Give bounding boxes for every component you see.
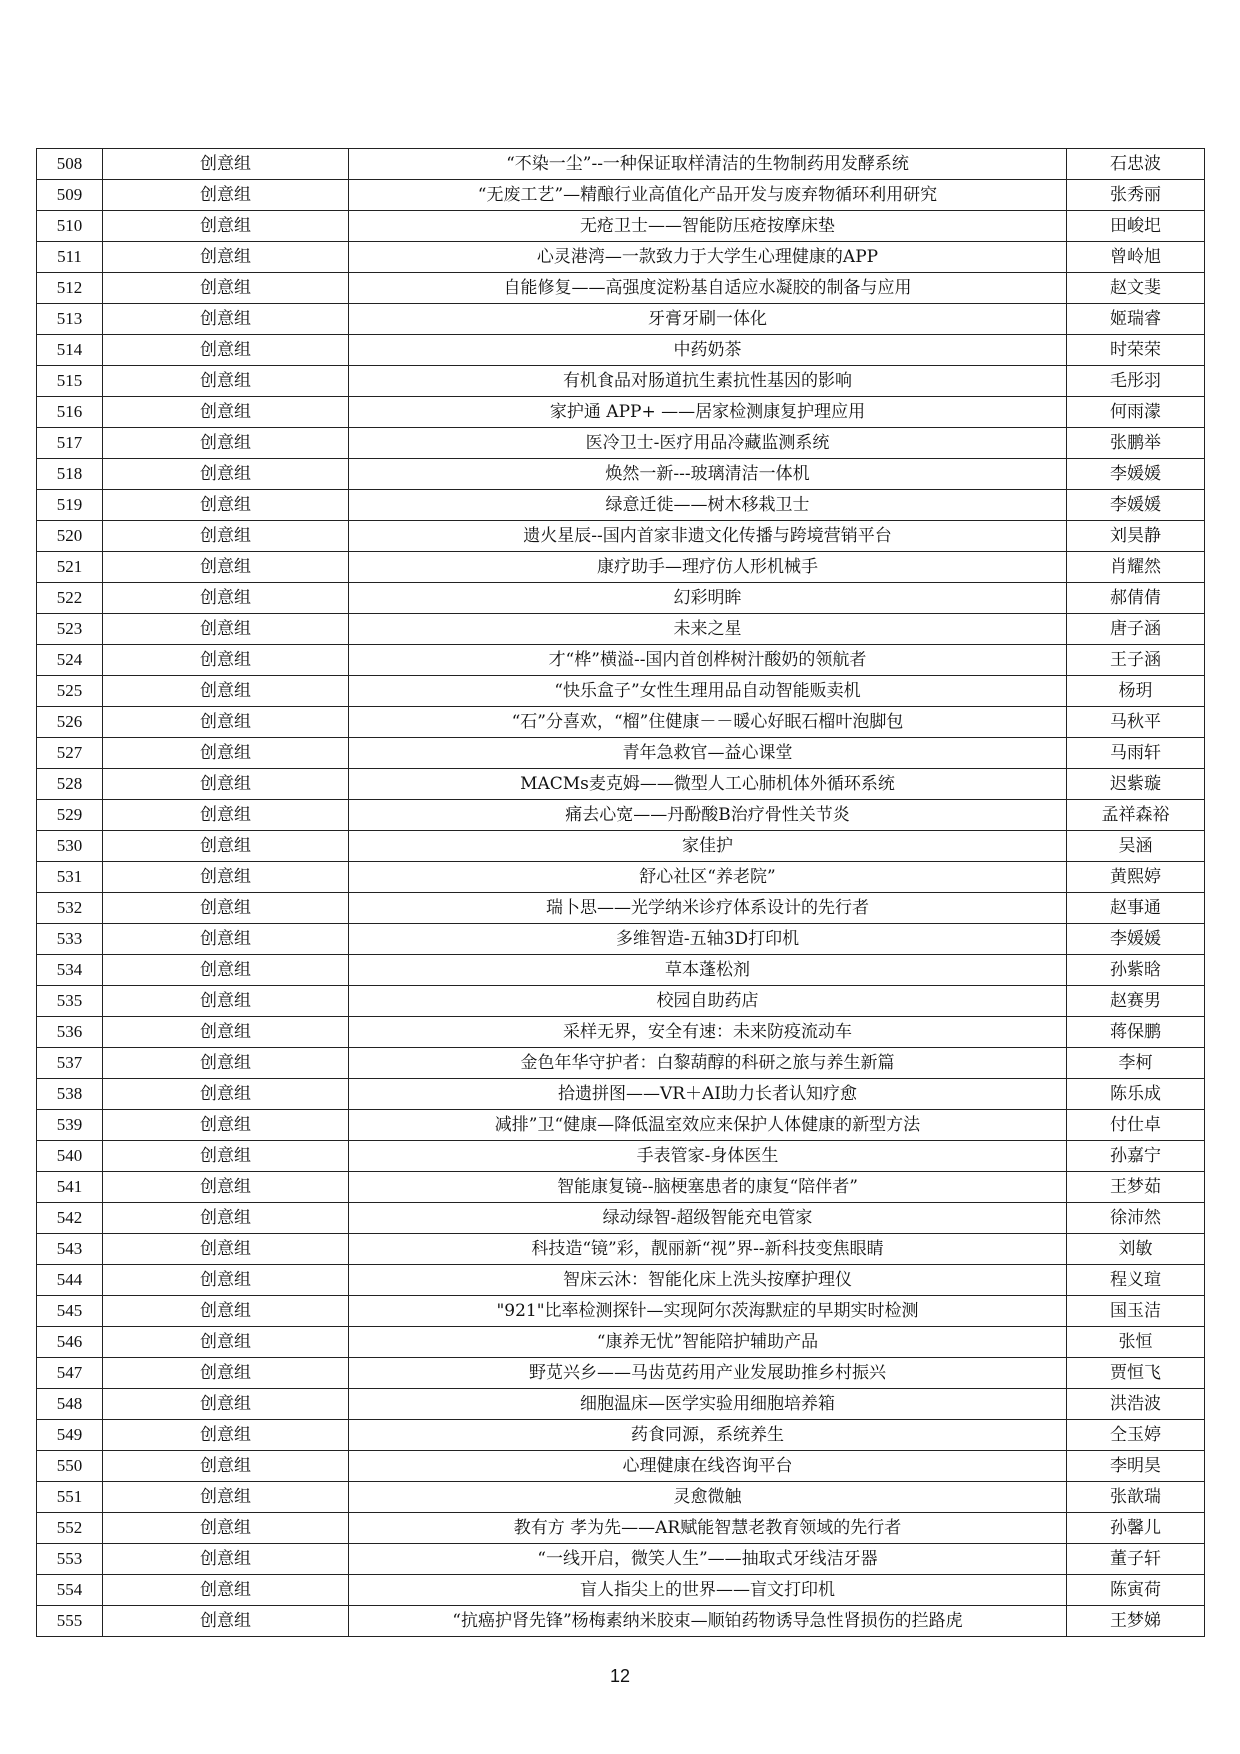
table-row: [37, 800, 1205, 831]
group-cell: 创意组: [103, 1327, 349, 1358]
row-number-cell: 517: [37, 428, 103, 459]
group-cell: 创意组: [103, 955, 349, 986]
project-title-cell: 细胞温床—医学实验用细胞培养箱: [349, 1389, 1067, 1420]
group-cell: 创意组: [103, 1048, 349, 1079]
row-number-cell: 544: [37, 1265, 103, 1296]
group-cell: 创意组: [103, 1482, 349, 1513]
row-number-cell: 541: [37, 1172, 103, 1203]
table-row: [37, 1141, 1205, 1172]
group-cell: 创意组: [103, 428, 349, 459]
table-row: [37, 521, 1205, 552]
person-name-cell: 王梦茹: [1067, 1172, 1205, 1203]
table-row: [37, 552, 1205, 583]
project-title-cell: 医冷卫士-医疗用品冷藏监测系统: [349, 428, 1067, 459]
person-name-cell: 杨玥: [1067, 676, 1205, 707]
table-row: [37, 1296, 1205, 1327]
row-number-cell: 537: [37, 1048, 103, 1079]
project-title-cell: 家佳护: [349, 831, 1067, 862]
project-title-cell: 草本蓬松剂: [349, 955, 1067, 986]
group-cell: 创意组: [103, 1079, 349, 1110]
row-number-cell: 545: [37, 1296, 103, 1327]
row-number-cell: 534: [37, 955, 103, 986]
project-title-cell: “一线开启，微笑人生”——抽取式牙线洁牙器: [349, 1544, 1067, 1575]
table-row: [37, 490, 1205, 521]
row-number-cell: 553: [37, 1544, 103, 1575]
group-cell: 创意组: [103, 676, 349, 707]
person-name-cell: 赵文斐: [1067, 273, 1205, 304]
row-number-cell: 546: [37, 1327, 103, 1358]
person-name-cell: 时荣荣: [1067, 335, 1205, 366]
row-number-cell: 527: [37, 738, 103, 769]
table-row: [37, 1079, 1205, 1110]
row-number-cell: 529: [37, 800, 103, 831]
person-name-cell: 王子涵: [1067, 645, 1205, 676]
project-title-cell: 有机食品对肠道抗生素抗性基因的影响: [349, 366, 1067, 397]
group-cell: 创意组: [103, 986, 349, 1017]
table-row: [37, 459, 1205, 490]
person-name-cell: 孙嘉宁: [1067, 1141, 1205, 1172]
entries-table: [36, 148, 1205, 1637]
table-row: [37, 986, 1205, 1017]
group-cell: 创意组: [103, 552, 349, 583]
row-number-cell: 518: [37, 459, 103, 490]
group-cell: 创意组: [103, 1234, 349, 1265]
project-title-cell: 手表管家-身体医生: [349, 1141, 1067, 1172]
group-cell: 创意组: [103, 924, 349, 955]
table-row: [37, 738, 1205, 769]
group-cell: 创意组: [103, 397, 349, 428]
person-name-cell: 仝玉婷: [1067, 1420, 1205, 1451]
project-title-cell: 焕然一新---玻璃清洁一体机: [349, 459, 1067, 490]
group-cell: 创意组: [103, 1017, 349, 1048]
person-name-cell: 李媛媛: [1067, 459, 1205, 490]
table-row: [37, 1327, 1205, 1358]
row-number-cell: 530: [37, 831, 103, 862]
group-cell: 创意组: [103, 1420, 349, 1451]
table-row: [37, 366, 1205, 397]
row-number-cell: 514: [37, 335, 103, 366]
group-cell: 创意组: [103, 149, 349, 180]
group-cell: 创意组: [103, 1110, 349, 1141]
person-name-cell: 迟紫璇: [1067, 769, 1205, 800]
table-row: [37, 1234, 1205, 1265]
table-row: [37, 769, 1205, 800]
row-number-cell: 515: [37, 366, 103, 397]
person-name-cell: 贾恒飞: [1067, 1358, 1205, 1389]
person-name-cell: 张恒: [1067, 1327, 1205, 1358]
person-name-cell: 孟祥森裕: [1067, 800, 1205, 831]
table-row: [37, 1420, 1205, 1451]
person-name-cell: 刘敏: [1067, 1234, 1205, 1265]
table-row: [37, 676, 1205, 707]
group-cell: 创意组: [103, 1358, 349, 1389]
row-number-cell: 555: [37, 1606, 103, 1637]
project-title-cell: 盲人指尖上的世界——盲文打印机: [349, 1575, 1067, 1606]
project-title-cell: 自能修复——高强度淀粉基自适应水凝胶的制备与应用: [349, 273, 1067, 304]
group-cell: 创意组: [103, 1389, 349, 1420]
group-cell: 创意组: [103, 1451, 349, 1482]
person-name-cell: 姬瑞睿: [1067, 304, 1205, 335]
project-title-cell: “无废工艺”—精酿行业高值化产品开发与废弃物循环利用研究: [349, 180, 1067, 211]
group-cell: 创意组: [103, 862, 349, 893]
table-row: [37, 180, 1205, 211]
row-number-cell: 524: [37, 645, 103, 676]
row-number-cell: 513: [37, 304, 103, 335]
group-cell: 创意组: [103, 1296, 349, 1327]
row-number-cell: 543: [37, 1234, 103, 1265]
table-row: [37, 1172, 1205, 1203]
project-title-cell: 灵愈微触: [349, 1482, 1067, 1513]
table-row: [37, 583, 1205, 614]
project-title-cell: “抗癌护肾先锋”杨梅素纳米胶束—顺铂药物诱导急性肾损伤的拦路虎: [349, 1606, 1067, 1637]
row-number-cell: 512: [37, 273, 103, 304]
table-row: [37, 1513, 1205, 1544]
table-row: [37, 273, 1205, 304]
row-number-cell: 554: [37, 1575, 103, 1606]
person-name-cell: 田峻圯: [1067, 211, 1205, 242]
person-name-cell: 刘昊静: [1067, 521, 1205, 552]
row-number-cell: 552: [37, 1513, 103, 1544]
table-row: [37, 1451, 1205, 1482]
person-name-cell: 李媛媛: [1067, 924, 1205, 955]
person-name-cell: 曾岭旭: [1067, 242, 1205, 273]
row-number-cell: 523: [37, 614, 103, 645]
person-name-cell: 董子轩: [1067, 1544, 1205, 1575]
group-cell: 创意组: [103, 738, 349, 769]
table-row: [37, 335, 1205, 366]
row-number-cell: 528: [37, 769, 103, 800]
entries-table-body: [37, 149, 1205, 1637]
person-name-cell: 何雨濛: [1067, 397, 1205, 428]
row-number-cell: 532: [37, 893, 103, 924]
project-title-cell: 采样无界，安全有速：未来防疫流动车: [349, 1017, 1067, 1048]
person-name-cell: 蒋保鹏: [1067, 1017, 1205, 1048]
group-cell: 创意组: [103, 769, 349, 800]
row-number-cell: 539: [37, 1110, 103, 1141]
person-name-cell: 李明昊: [1067, 1451, 1205, 1482]
project-title-cell: 瑞卜思——光学纳米诊疗体系设计的先行者: [349, 893, 1067, 924]
project-title-cell: 康疗助手—理疗仿人形机械手: [349, 552, 1067, 583]
person-name-cell: 赵赛男: [1067, 986, 1205, 1017]
group-cell: 创意组: [103, 1141, 349, 1172]
group-cell: 创意组: [103, 800, 349, 831]
row-number-cell: 549: [37, 1420, 103, 1451]
row-number-cell: 547: [37, 1358, 103, 1389]
project-title-cell: 无疮卫士——智能防压疮按摩床垫: [349, 211, 1067, 242]
group-cell: 创意组: [103, 211, 349, 242]
group-cell: 创意组: [103, 1513, 349, 1544]
row-number-cell: 538: [37, 1079, 103, 1110]
project-title-cell: 遗火星辰--国内首家非遗文化传播与跨境营销平台: [349, 521, 1067, 552]
group-cell: 创意组: [103, 645, 349, 676]
table-row: [37, 1575, 1205, 1606]
row-number-cell: 535: [37, 986, 103, 1017]
table-row: [37, 1482, 1205, 1513]
project-title-cell: 心理健康在线咨询平台: [349, 1451, 1067, 1482]
project-title-cell: 中药奶茶: [349, 335, 1067, 366]
group-cell: 创意组: [103, 893, 349, 924]
table-row: [37, 428, 1205, 459]
row-number-cell: 521: [37, 552, 103, 583]
project-title-cell: 绿动绿智-超级智能充电管家: [349, 1203, 1067, 1234]
project-title-cell: 绿意迁徙——树木移栽卫士: [349, 490, 1067, 521]
project-title-cell: “不染一尘”--一种保证取样清洁的生物制药用发酵系统: [349, 149, 1067, 180]
person-name-cell: 张鹏举: [1067, 428, 1205, 459]
group-cell: 创意组: [103, 1265, 349, 1296]
row-number-cell: 509: [37, 180, 103, 211]
project-title-cell: 智能康复镜--脑梗塞患者的康复“陪伴者”: [349, 1172, 1067, 1203]
person-name-cell: 程义瑄: [1067, 1265, 1205, 1296]
project-title-cell: 科技造“镜”彩，靓丽新“视”界--新科技变焦眼睛: [349, 1234, 1067, 1265]
group-cell: 创意组: [103, 273, 349, 304]
project-title-cell: 未来之星: [349, 614, 1067, 645]
group-cell: 创意组: [103, 459, 349, 490]
page-number: 12: [609, 1666, 631, 1686]
project-title-cell: 野苋兴乡——马齿苋药用产业发展助推乡村振兴: [349, 1358, 1067, 1389]
person-name-cell: 马雨轩: [1067, 738, 1205, 769]
person-name-cell: 郝倩倩: [1067, 583, 1205, 614]
person-name-cell: 李媛媛: [1067, 490, 1205, 521]
table-row: [37, 1389, 1205, 1420]
table-row: [37, 924, 1205, 955]
group-cell: 创意组: [103, 707, 349, 738]
project-title-cell: 痛去心宽——丹酚酸B治疗骨性关节炎: [349, 800, 1067, 831]
table-row: [37, 1606, 1205, 1637]
person-name-cell: 陈乐成: [1067, 1079, 1205, 1110]
group-cell: 创意组: [103, 1544, 349, 1575]
project-title-cell: 金色年华守护者：白黎葫醇的科研之旅与养生新篇: [349, 1048, 1067, 1079]
person-name-cell: 国玉洁: [1067, 1296, 1205, 1327]
project-title-cell: 舒心社区“养老院”: [349, 862, 1067, 893]
row-number-cell: 548: [37, 1389, 103, 1420]
project-title-cell: 家护通 APP+ ——居家检测康复护理应用: [349, 397, 1067, 428]
table-row: [37, 242, 1205, 273]
person-name-cell: 陈寅荷: [1067, 1575, 1205, 1606]
table-row: [37, 831, 1205, 862]
table-row: [37, 955, 1205, 986]
table-row: [37, 862, 1205, 893]
group-cell: 创意组: [103, 1606, 349, 1637]
table-row: [37, 211, 1205, 242]
row-number-cell: 508: [37, 149, 103, 180]
group-cell: 创意组: [103, 366, 349, 397]
group-cell: 创意组: [103, 242, 349, 273]
person-name-cell: 赵事通: [1067, 893, 1205, 924]
project-title-cell: 心灵港湾—一款致力于大学生心理健康的APP: [349, 242, 1067, 273]
group-cell: 创意组: [103, 831, 349, 862]
row-number-cell: 525: [37, 676, 103, 707]
person-name-cell: 孙馨儿: [1067, 1513, 1205, 1544]
table-row: [37, 304, 1205, 335]
row-number-cell: 550: [37, 1451, 103, 1482]
person-name-cell: 洪浩波: [1067, 1389, 1205, 1420]
person-name-cell: 孙紫晗: [1067, 955, 1205, 986]
person-name-cell: 张秀丽: [1067, 180, 1205, 211]
row-number-cell: 540: [37, 1141, 103, 1172]
row-number-cell: 520: [37, 521, 103, 552]
table-row: [37, 614, 1205, 645]
project-title-cell: 青年急救官—益心课堂: [349, 738, 1067, 769]
row-number-cell: 522: [37, 583, 103, 614]
row-number-cell: 516: [37, 397, 103, 428]
person-name-cell: 毛彤羽: [1067, 366, 1205, 397]
project-title-cell: 才“桦”横溢--国内首创桦树汁酸奶的领航者: [349, 645, 1067, 676]
person-name-cell: 黄熙婷: [1067, 862, 1205, 893]
project-title-cell: 拾遗拼图——VR＋AI助力长者认知疗愈: [349, 1079, 1067, 1110]
project-title-cell: 智床云沐：智能化床上洗头按摩护理仪: [349, 1265, 1067, 1296]
group-cell: 创意组: [103, 1575, 349, 1606]
person-name-cell: 付仕卓: [1067, 1110, 1205, 1141]
table-row: [37, 1017, 1205, 1048]
row-number-cell: 511: [37, 242, 103, 273]
person-name-cell: 王梦娣: [1067, 1606, 1205, 1637]
project-title-cell: “康养无忧”智能陪护辅助产品: [349, 1327, 1067, 1358]
project-title-cell: “石”分喜欢，“榴”住健康－－暖心好眠石榴叶泡脚包: [349, 707, 1067, 738]
project-title-cell: 多维智造-五轴3D打印机: [349, 924, 1067, 955]
project-title-cell: 牙膏牙刷一体化: [349, 304, 1067, 335]
table-row: [37, 149, 1205, 180]
group-cell: 创意组: [103, 521, 349, 552]
group-cell: 创意组: [103, 180, 349, 211]
row-number-cell: 510: [37, 211, 103, 242]
table-row: [37, 1110, 1205, 1141]
group-cell: 创意组: [103, 1172, 349, 1203]
person-name-cell: 吴涵: [1067, 831, 1205, 862]
group-cell: 创意组: [103, 335, 349, 366]
table-row: [37, 1544, 1205, 1575]
table-row: [37, 645, 1205, 676]
project-title-cell: 幻彩明眸: [349, 583, 1067, 614]
person-name-cell: 石忠波: [1067, 149, 1205, 180]
table-row: [37, 1048, 1205, 1079]
table-row: [37, 893, 1205, 924]
project-title-cell: 减排”卫“健康—降低温室效应来保护人体健康的新型方法: [349, 1110, 1067, 1141]
person-name-cell: 肖耀然: [1067, 552, 1205, 583]
person-name-cell: 张歆瑞: [1067, 1482, 1205, 1513]
group-cell: 创意组: [103, 583, 349, 614]
person-name-cell: 徐沛然: [1067, 1203, 1205, 1234]
row-number-cell: 536: [37, 1017, 103, 1048]
group-cell: 创意组: [103, 614, 349, 645]
group-cell: 创意组: [103, 304, 349, 335]
table-row: [37, 707, 1205, 738]
table-row: [37, 1203, 1205, 1234]
project-title-cell: 校园自助药店: [349, 986, 1067, 1017]
project-title-cell: 药食同源，系统养生: [349, 1420, 1067, 1451]
row-number-cell: 542: [37, 1203, 103, 1234]
project-title-cell: 教有方 孝为先——AR赋能智慧老教育领域的先行者: [349, 1513, 1067, 1544]
project-title-cell: MACMs麦克姆——微型人工心肺机体外循环系统: [349, 769, 1067, 800]
person-name-cell: 马秋平: [1067, 707, 1205, 738]
person-name-cell: 唐子涵: [1067, 614, 1205, 645]
project-title-cell: “快乐盒子”女性生理用品自动智能贩卖机: [349, 676, 1067, 707]
row-number-cell: 551: [37, 1482, 103, 1513]
table-row: [37, 1265, 1205, 1296]
project-title-cell: "921"比率检测探针—实现阿尔茨海默症的早期实时检测: [349, 1296, 1067, 1327]
group-cell: 创意组: [103, 1203, 349, 1234]
group-cell: 创意组: [103, 490, 349, 521]
row-number-cell: 526: [37, 707, 103, 738]
row-number-cell: 519: [37, 490, 103, 521]
row-number-cell: 533: [37, 924, 103, 955]
table-row: [37, 397, 1205, 428]
row-number-cell: 531: [37, 862, 103, 893]
table-row: [37, 1358, 1205, 1389]
person-name-cell: 李柯: [1067, 1048, 1205, 1079]
